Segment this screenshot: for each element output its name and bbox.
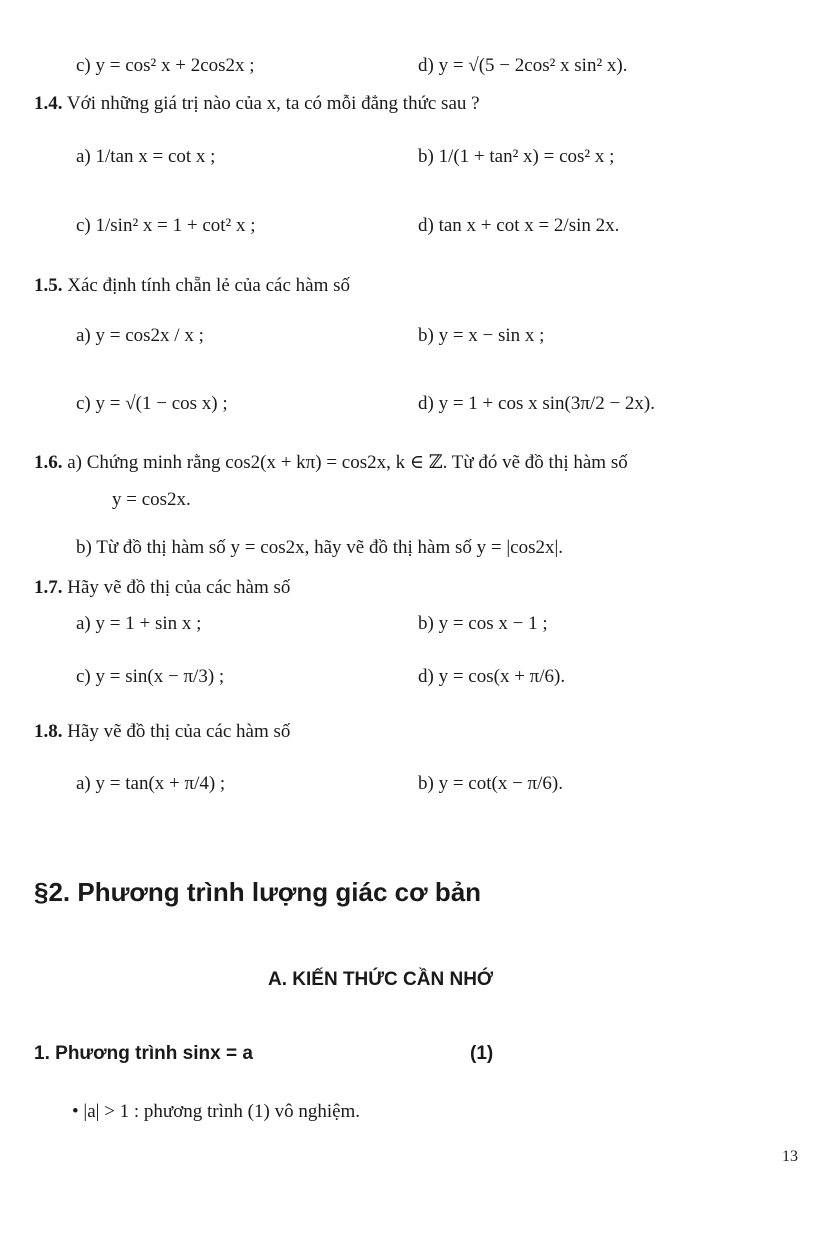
- problem-1-4-heading: [34, 92, 480, 116]
- page-number: 13: [782, 1148, 798, 1165]
- problem-text: Xác định tính chẵn lẻ của các hàm số: [67, 275, 351, 296]
- problem-1-6-b: [76, 536, 563, 560]
- item-number: 1.: [34, 1043, 50, 1064]
- problem-number: 1.4.: [34, 93, 63, 114]
- exercise-1-4-b-text: b) 1/(1 + tan² x) = cos² x ;: [418, 146, 615, 167]
- exercise-1-3-c: [76, 54, 255, 78]
- problem-number: 1.8.: [34, 721, 63, 742]
- exercise-1-5-a: [76, 324, 204, 348]
- problem-text: Với những giá trị nào của x, ta có mỗi đẳng thức sau ?: [66, 93, 480, 114]
- exercise-1-7-c: [76, 665, 224, 689]
- exercise-1-7-a-text: a) y = 1 + sin x ;: [76, 613, 202, 634]
- problem-text: a) Chứng minh rằng cos2(x + kπ) = cos2x, k ∈ ℤ. Từ đó vẽ đồ thị hàm số: [67, 452, 628, 473]
- problem-text: Hãy vẽ đồ thị của các hàm số: [67, 577, 291, 598]
- exercise-1-5-b: [418, 324, 544, 348]
- exercise-1-7-d-text: d) y = cos(x + π/6).: [418, 666, 566, 687]
- problem-number: 1.7.: [34, 577, 63, 598]
- problem-1-6-a-cont: [112, 488, 191, 512]
- exercise-1-8-b: [418, 772, 563, 796]
- problem-text: y = cos2x.: [112, 489, 191, 510]
- exercise-1-8-a: [76, 772, 225, 796]
- exercise-1-3-c-text: c) y = cos² x + 2cos2x ;: [76, 55, 255, 76]
- exercise-1-3-d: [418, 54, 627, 78]
- exercise-1-8-b-text: b) y = cot(x − π/6).: [418, 773, 563, 794]
- exercise-1-3-d-text: d) y = √(5 − 2cos² x sin² x).: [418, 55, 628, 76]
- exercise-1-4-c-text: c) 1/sin² x = 1 + cot² x ;: [76, 215, 256, 236]
- exercise-1-4-d: [418, 214, 619, 238]
- section-heading: §2. Phương trình lượng giác cơ bản: [34, 877, 482, 907]
- exercise-1-8-a-text: a) y = tan(x + π/4) ;: [76, 773, 226, 794]
- problem-number: 1.5.: [34, 275, 63, 296]
- exercise-1-7-d: [418, 665, 565, 689]
- bullet-text: • |a| > 1 : phương trình (1) vô nghiệm.: [72, 1101, 361, 1122]
- exercise-1-7-c-text: c) y = sin(x − π/3) ;: [76, 666, 225, 687]
- problem-number: 1.6.: [34, 452, 63, 473]
- problem-text: b) Từ đồ thị hàm số y = cos2x, hãy vẽ đồ thị hàm số y = |cos2x|.: [76, 537, 564, 558]
- problem-1-8-heading: [34, 720, 290, 744]
- exercise-1-4-a: [76, 145, 215, 169]
- exercise-1-5-b-text: b) y = x − sin x ;: [418, 325, 545, 346]
- problem-1-6-a: [34, 451, 628, 475]
- problem-1-5-heading: [34, 274, 350, 298]
- equation-ref: (1): [470, 1043, 494, 1064]
- exercise-1-5-c-text: c) y = √(1 − cos x) ;: [76, 393, 228, 414]
- exercise-1-4-b: [418, 145, 614, 169]
- item-text: Phương trình sinx = a: [55, 1043, 253, 1064]
- item-1-heading: [34, 1042, 253, 1066]
- exercise-1-7-b-text: b) y = cos x − 1 ;: [418, 613, 548, 634]
- exercise-1-7-a: [76, 612, 201, 636]
- exercise-1-5-d-text: d) y = 1 + cos x sin(3π/2 − 2x).: [418, 393, 655, 414]
- problem-1-7-heading: [34, 576, 290, 600]
- exercise-1-5-a-text: a) y = cos2x / x ;: [76, 325, 204, 346]
- exercise-1-4-c: [76, 214, 256, 238]
- bullet-item: [72, 1100, 360, 1124]
- subheading: A. KIẾN THỨC CẦN NHỚ: [268, 969, 494, 990]
- exercise-1-7-b: [418, 612, 548, 636]
- exercise-1-5-c: [76, 392, 228, 416]
- exercise-1-4-a-text: a) 1/tan x = cot x ;: [76, 146, 216, 167]
- exercise-1-5-d: [418, 392, 655, 416]
- exercise-1-4-d-text: d) tan x + cot x = 2/sin 2x.: [418, 215, 620, 236]
- problem-text: Hãy vẽ đồ thị của các hàm số: [67, 721, 291, 742]
